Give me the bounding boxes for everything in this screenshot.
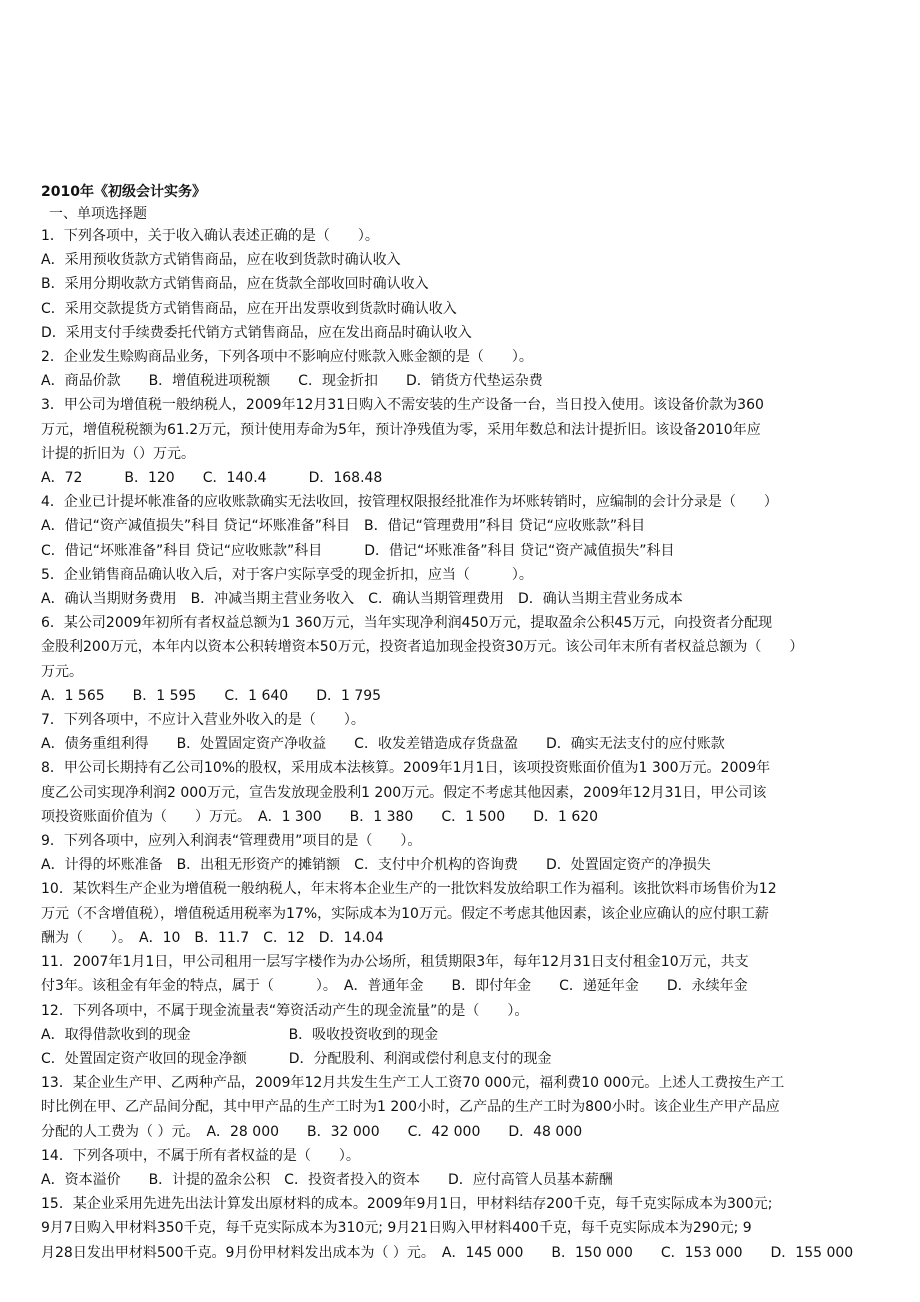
text-line: 2．企业发生赊购商品业务，下列各项中不影响应付账款入账金额的是（ ）。	[41, 349, 533, 366]
text-line: D．采用支付手续费委托代销方式销售商品，应在发出商品时确认收入	[41, 324, 472, 341]
text-line: 金股利200万元，本年内以资本公积转增资本50万元，投资者追加现金投资30万元。该公司年末所有者权益总额为（ ）	[41, 639, 804, 656]
text-line: A．资本溢价 B．计提的盈余公积 C．投资者投入的资本 D．应付高管人员基本薪酬	[41, 1171, 613, 1188]
text-line: 付3年。该租金有年金的特点，属于（ ）。 A．普通年金 B．即付年金 C．递延年金 D．永续年金	[41, 978, 748, 995]
text-line: 14．下列各项中，不属于所有者权益的是（ ）。	[41, 1147, 360, 1164]
text-line: A．商品价款 B．增值税进项税额 C．现金折扣 D．销货方代垫运杂费	[41, 373, 543, 390]
text-line: 10．某饮料生产企业为增值税一般纳税人，年末将本企业生产的一批饮料发放给职工作为福利。该批饮料市场售价为12	[41, 881, 777, 898]
text-line: 分配的人工费为（ ）元。 A．28 000 B．32 000 C．42 000 D．48 000	[41, 1123, 583, 1140]
text-line: C．处置固定资产收回的现金净额 D．分配股利、利润或偿付利息支付的现金	[41, 1050, 552, 1067]
text-line: 度乙公司实现净利润2 000万元，宣告发放现金股利1 200万元。假定不考虑其他因素，2009年12月31日，甲公司该	[41, 784, 767, 801]
question-text	[41, 224, 913, 1265]
text-line: 计提的折旧为（）万元。	[41, 445, 195, 462]
text-line: 万元（不含增值税），增值税适用税率为17%，实际成本为10万元。假定不考虑其他因素，该企业应确认的应付职工薪	[41, 905, 769, 922]
text-line: 4．企业已计提坏帐准备的应收账款确实无法收回，按管理权限报经批准作为坏账转销时，应编制的会计分录是（ ）	[41, 494, 778, 511]
text-line: 万元。	[41, 663, 83, 680]
text-line: 月28日发出甲材料500千克。9月份甲材料发出成本为（ ）元。 A．145 000 B．150 000 C．153 000 D．155 000	[41, 1244, 854, 1261]
text-line: 时比例在甲、乙产品间分配，其中甲产品的生产工时为1 200小时，乙产品的生产工时为800小时。该企业生产甲产品应	[41, 1099, 780, 1116]
text-line: 酬为（ ）。 A．10 B．11.7 C．12 D．14.04	[41, 929, 384, 946]
section-heading: 一、单项选择题	[49, 206, 147, 222]
text-line: 5．企业销售商品确认收入后，对于客户实际享受的现金折扣，应当（ ）。	[41, 566, 533, 583]
text-line: A．借记“资产减值损失”科目 贷记“坏账准备”科目 B．借记“管理费用”科目 贷记“应收账款”科目	[41, 518, 646, 535]
text-line: 15．某企业采用先进先出法计算发出原材料的成本。2009年9月1日，甲材料结存200千克，每千克实际成本为300元;	[41, 1196, 773, 1213]
text-line: 7．下列各项中，不应计入营业外收入的是（ ）。	[41, 712, 365, 729]
text-line: 项投资账面价值为（ ）万元。 A．1 300 B．1 380 C．1 500 D．1 620	[41, 808, 599, 825]
text-line: A．72 B．120 C．140.4 D．168.48	[41, 470, 383, 487]
text-line: 12．下列各项中，不属于现金流量表“筹资活动产生的现金流量”的是（ ）。	[41, 1002, 529, 1019]
text-line: A．计得的坏账准备 B．出租无形资产的摊销额 C．支付中介机构的咨询费 D．处置固定资产的净损失	[41, 857, 711, 874]
text-line: A．1 565 B．1 595 C．1 640 D．1 795	[41, 687, 382, 704]
document-page	[41, 182, 913, 1265]
document-title: 2010年《初级会计实务》	[41, 184, 206, 200]
text-line: A．债务重组利得 B．处置固定资产净收益 C．收发差错造成存货盘盈 D．确实无法支付的应付账款	[41, 736, 725, 753]
text-line: A．确认当期财务费用 B．冲减当期主营业务收入 C．确认当期管理费用 D．确认当期主营业务成本	[41, 591, 683, 608]
text-line: 万元，增值税税额为61.2万元，预计使用寿命为5年，预计净残值为零，采用年数总和法计提折旧。该设备2010年应	[41, 421, 761, 438]
text-line: C．借记“坏账准备”科目 贷记“应收账款”科目 D．借记“坏账准备”科目 贷记“资产减值损失”科目	[41, 542, 675, 559]
text-line: 9月7日购入甲材料350千克，每千克实际成本为310元; 9月21日购入甲材料400千克，每千克实际成本为290元; 9	[41, 1220, 752, 1237]
text-line: 3．甲公司为增值税一般纳税人，2009年12月31日购入不需安装的生产设备一台，当日投入使用。该设备价款为360	[41, 397, 764, 414]
text-line: 13．某企业生产甲、乙两种产品，2009年12月共发生生产工人工资70 000元，福利费10 000元。上述人工费按生产工	[41, 1075, 785, 1092]
text-line: 1．下列各项中，关于收入确认表述正确的是（ ）。	[41, 228, 379, 244]
text-line: 11．2007年1月1日，甲公司租用一层写字楼作为办公场所，租赁期限3年，每年12月31日支付租金10万元，共支	[41, 954, 749, 971]
text-line: C．采用交款提货方式销售商品，应在开出发票收到货款时确认收入	[41, 300, 457, 317]
text-line: 8．甲公司长期持有乙公司10%的股权，采用成本法核算。2009年1月1日，该项投资账面价值为1 300万元。2009年	[41, 760, 771, 777]
text-line: B．采用分期收款方式销售商品，应在货款全部收回时确认收入	[41, 276, 429, 293]
text-line: A．采用预收货款方式销售商品，应在收到货款时确认收入	[41, 252, 401, 269]
text-line: A．取得借款收到的现金 B．吸收投资收到的现金	[41, 1026, 439, 1043]
text-line: 9．下列各项中，应列入利润表“管理费用”项目的是（ ）。	[41, 833, 422, 850]
text-line: 6．某公司2009年初所有者权益总额为1 360万元，当年实现净利润450万元，提取盈余公积45万元，向投资者分配现	[41, 615, 773, 632]
